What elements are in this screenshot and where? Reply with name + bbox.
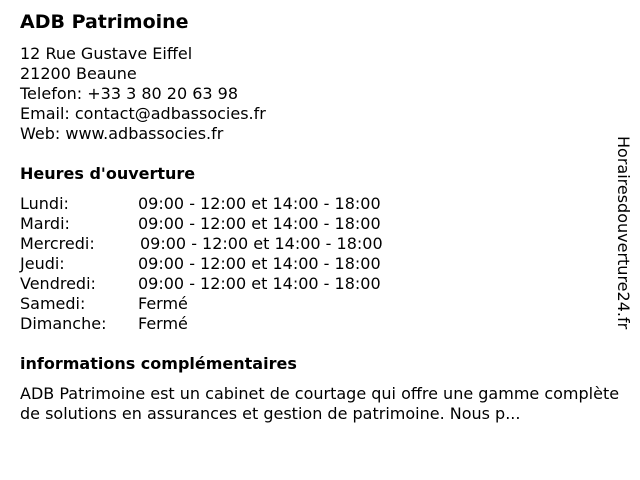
hours-row-tuesday [20,214,440,234]
day-label: Mardi: [20,214,70,233]
hours-table [20,194,440,334]
hours-heading: Heures d'ouverture [20,164,196,183]
day-label: Mercredi: [20,234,95,253]
day-label: Vendredi: [20,274,96,293]
day-label: Lundi: [20,194,69,213]
time-value: 09:00 - 12:00 et 14:00 - 18:00 [138,254,381,273]
address-line-2: 21200 Beaune [20,64,137,83]
hours-row-monday [20,194,440,214]
time-value: 09:00 - 12:00 et 14:00 - 18:00 [138,194,381,213]
time-value: 09:00 - 12:00 et 14:00 - 18:00 [138,214,381,233]
time-value: Fermé [138,294,188,313]
hours-row-wednesday [20,234,440,254]
contact-block [20,44,266,144]
hours-row-sunday [20,314,440,334]
info-description: ADB Patrimoine est un cabinet de courtage qui offre une gamme complète de solutions en assurances et gestion de patrimoine. Nous p... [20,384,620,423]
day-label: Jeudi: [20,254,65,273]
day-label: Dimanche: [20,314,107,333]
phone[interactable]: Telefon: +33 3 80 20 63 98 [20,84,239,103]
website[interactable]: Web: www.adbassocies.fr [20,124,224,143]
time-value: 09:00 - 12:00 et 14:00 - 18:00 [140,234,383,253]
time-value: Fermé [138,314,188,333]
time-value: 09:00 - 12:00 et 14:00 - 18:00 [138,274,381,293]
hours-row-friday [20,274,440,294]
hours-row-thursday [20,254,440,274]
info-heading: informations complémentaires [20,354,297,373]
hours-row-saturday [20,294,440,314]
business-name: ADB Patrimoine [20,11,189,33]
address-line-1: 12 Rue Gustave Eiffel [20,44,193,63]
site-brand-vertical[interactable]: Horairesdouverture24.fr [614,136,633,330]
day-label: Samedi: [20,294,86,313]
email[interactable]: Email: contact@adbassocies.fr [20,104,266,123]
